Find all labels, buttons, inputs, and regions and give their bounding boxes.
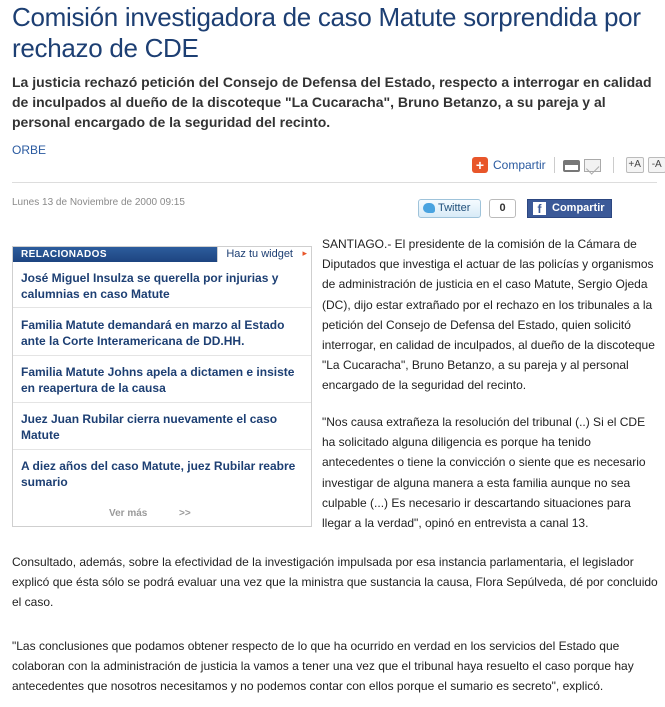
share-button[interactable]: Compartir bbox=[493, 158, 546, 172]
print-icon[interactable] bbox=[563, 160, 580, 172]
related-divider bbox=[13, 449, 311, 450]
article-paragraph: Consultado, además, sobre la efectividad de la investigación impulsada por esa instancia parlamentaria, el legislador explicó que ésta sólo se podrá evaluar una vez que la ministra que sustancia la causa, Flora Sepúlveda, dé por concluido el caso. bbox=[12, 555, 658, 610]
toolbar-divider bbox=[554, 157, 555, 173]
twitter-bird-icon bbox=[423, 203, 435, 213]
article-lead: La justicia rechazó petición del Consejo de Defensa del Estado, respecto a interrogar en calidad de inculpados al dueño de la discoteque "La Cucaracha", Bruno Betanzo, a su pareja y al personal encargado de la seguridad del recinto. bbox=[12, 74, 652, 130]
related-header bbox=[13, 247, 311, 262]
article-paragraph: "Nos causa extrañeza la resolución del tribunal (..) Si el CDE ha solicitado alguna diligencia es porque ha tenido antecedentes o tiene la convicción o siente que es necesario investigar de alguna manera a esta familia aunque no sea culpable (...) Es necesario ir descartando situaciones para llegar a la verdad", opinó en entrevista a canal 13. bbox=[322, 415, 646, 531]
facebook-label: Compartir bbox=[552, 202, 605, 214]
article-toolbar bbox=[472, 155, 665, 175]
related-box bbox=[12, 246, 312, 527]
related-divider bbox=[13, 355, 311, 356]
related-item[interactable]: Familia Matute Johns apela a dictamen e insiste en reapertura de la causa bbox=[21, 365, 295, 395]
plus-icon[interactable]: + bbox=[472, 157, 488, 173]
related-divider bbox=[13, 307, 311, 308]
header-divider bbox=[12, 182, 657, 183]
article-title: Comisión investigadora de caso Matute sorprendida por rechazo de CDE bbox=[12, 2, 641, 63]
related-item[interactable]: Familia Matute demandará en marzo al Estado ante la Corte Interamericana de DD.HH. bbox=[21, 318, 285, 348]
twitter-count: 0 bbox=[489, 199, 516, 218]
twitter-label: Twitter bbox=[438, 202, 471, 214]
facebook-share-button[interactable] bbox=[527, 199, 612, 218]
see-more-arrow-icon[interactable]: >> bbox=[179, 508, 191, 519]
widget-link[interactable]: Haz tu widget ▸ bbox=[217, 247, 311, 262]
toolbar-divider bbox=[613, 157, 614, 173]
related-divider bbox=[13, 402, 311, 403]
font-increase-button[interactable]: +A bbox=[626, 157, 644, 173]
see-more-link[interactable]: Ver más bbox=[109, 508, 148, 519]
font-decrease-button[interactable]: -A bbox=[648, 157, 665, 173]
related-item[interactable]: Juez Juan Rubilar cierra nuevamente el caso Matute bbox=[21, 412, 278, 442]
email-icon[interactable] bbox=[584, 159, 601, 172]
article-paragraph: SANTIAGO.- El presidente de la comisión de la Cámara de Diputados que investiga el actuar de las policías y organismos de administración de justicia en el caso Matute, Sergio Ojeda (DC), dijo estar extrañado por el rechazo en los tribunales a la petición del Consejo de Defensa del Estado, quien solicitó interrogar, en calidad de inculpados, al dueño de la discoteque "La Cucaracha", Bruno Betanzo, a su pareja y al personal encargado de la seguridad del recinto. bbox=[322, 237, 655, 393]
related-item[interactable]: A diez años del caso Matute, juez Rubilar reabre sumario bbox=[21, 459, 296, 489]
twitter-button[interactable] bbox=[418, 199, 481, 218]
source-link[interactable]: ORBE bbox=[12, 143, 47, 157]
related-item[interactable]: José Miguel Insulza se querella por injurias y calumnias en caso Matute bbox=[21, 271, 279, 301]
facebook-icon: f bbox=[533, 202, 546, 215]
related-heading: RELACIONADOS bbox=[21, 249, 107, 260]
article-paragraph: "Las conclusiones que podamos obtener respecto de lo que ha ocurrido en verdad en los servicios del Estado que colaboran con la administración de justicia la vamos a tener una vez que el tribunal haya resuelto el caso porque hay antecedentes que nosotros necesitamos y no podemos contar con ellos porque el sumario es secreto", explicó. bbox=[12, 639, 634, 694]
publish-date: Lunes 13 de Noviembre de 2000 09:15 bbox=[12, 197, 185, 208]
